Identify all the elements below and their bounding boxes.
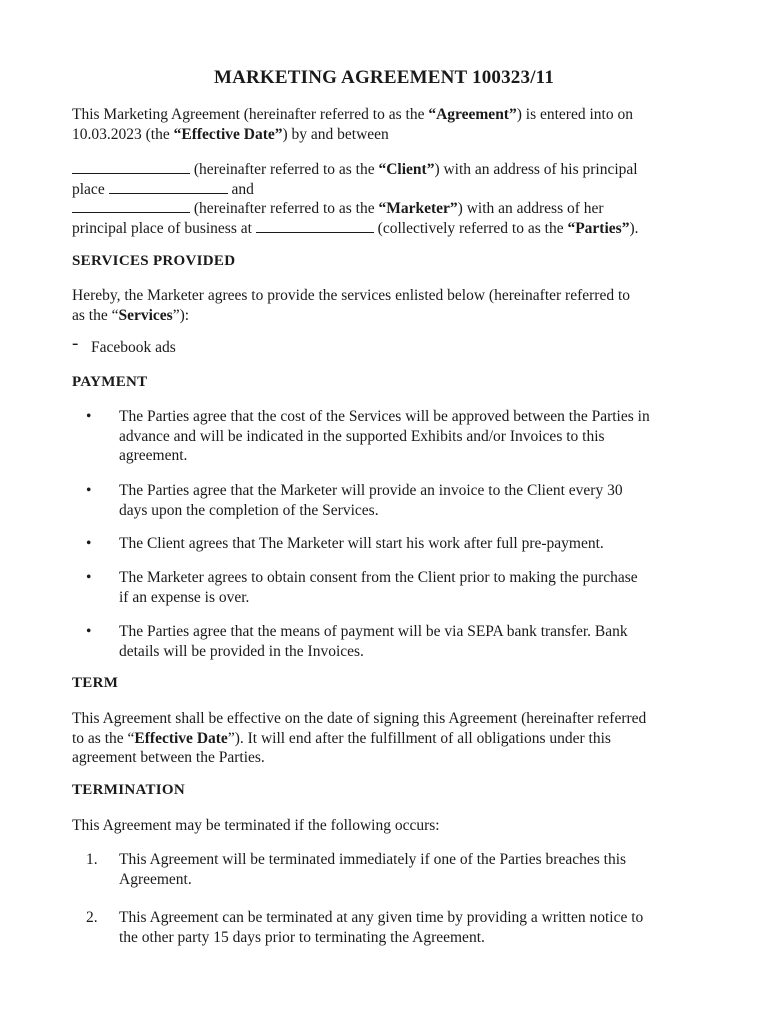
payment-item-text bbox=[119, 481, 709, 520]
effective-date-value: 10.03.2023 (the bbox=[72, 125, 174, 143]
termination-item-line: This Agreement can be terminated at any given time by providing a written notice to bbox=[119, 909, 644, 926]
client-term: Client bbox=[386, 161, 427, 178]
term-line-2 bbox=[72, 729, 702, 749]
payment-item-line: advance and will be indicated in the supported Exhibits and/or Invoices to this bbox=[119, 427, 605, 445]
quote-open: “ bbox=[428, 106, 437, 123]
quote-open: “ bbox=[378, 200, 387, 217]
effective-date-term: Effective Date bbox=[181, 125, 275, 143]
quote-close: ” bbox=[274, 125, 283, 143]
intro-text: ) by and between bbox=[282, 125, 389, 143]
termination-item-text bbox=[119, 850, 709, 889]
parties-line-1 bbox=[72, 160, 702, 180]
service-item-label: Facebook ads bbox=[91, 339, 176, 356]
termination-item-line: Agreement. bbox=[119, 870, 192, 888]
effective-date-term: Effective Date bbox=[134, 729, 228, 747]
payment-item-line: The Parties agree that the Marketer will provide an invoice to the Client every 30 bbox=[119, 482, 623, 499]
term-paragraph bbox=[72, 709, 702, 768]
document-title: MARKETING AGREEMENT 100323/11 bbox=[213, 67, 555, 88]
parties-line-4 bbox=[72, 219, 702, 239]
payment-item-text bbox=[119, 568, 709, 607]
parties-text: ) with an address of his principal bbox=[434, 161, 638, 178]
parties-text: (hereinafter referred to as the bbox=[190, 161, 379, 178]
services-paragraph bbox=[72, 286, 702, 325]
payment-item-line: The Client agrees that The Marketer will start his work after full pre-payment. bbox=[119, 535, 604, 552]
intro-line-1 bbox=[72, 105, 702, 125]
intro-paragraph bbox=[72, 105, 702, 144]
quote-open: “ bbox=[378, 161, 387, 178]
intro-text: ) is entered into on bbox=[516, 106, 633, 123]
payment-item-text bbox=[119, 622, 709, 661]
term-heading: TERM bbox=[72, 675, 119, 691]
parties-text: principal place of business at bbox=[72, 219, 256, 237]
quote-open: “ bbox=[173, 125, 182, 143]
parties-text: (collectively referred to as the bbox=[373, 219, 568, 237]
termination-item-line: This Agreement will be terminated immediately if one of the Parties breaches this bbox=[119, 851, 627, 868]
payment-item-line: if an expense is over. bbox=[119, 588, 250, 606]
payment-item-line: details will be provided in the Invoices. bbox=[119, 642, 364, 660]
termination-intro: This Agreement may be terminated if the following occurs: bbox=[72, 817, 440, 834]
services-heading: SERVICES PROVIDED bbox=[72, 253, 236, 269]
marketer-name-blank[interactable] bbox=[72, 199, 190, 213]
term-text: ”). It will end after the fulfillment of all obligations under this bbox=[227, 729, 611, 747]
bullet-marker: • bbox=[86, 569, 92, 586]
parties-term: Parties bbox=[575, 219, 622, 237]
termination-item-text bbox=[119, 908, 709, 947]
dash-marker: - bbox=[72, 333, 79, 354]
services-line-1: Hereby, the Marketer agrees to provide the services enlisted below (hereinafter referred to bbox=[72, 287, 631, 304]
agreement-term: Agreement bbox=[436, 106, 509, 123]
parties-line-2 bbox=[72, 180, 702, 200]
marketer-term: Marketer bbox=[386, 200, 450, 217]
parties-text: ). bbox=[629, 219, 639, 237]
bullet-marker: • bbox=[86, 408, 92, 425]
parties-paragraph bbox=[72, 160, 702, 238]
client-name-blank[interactable] bbox=[72, 160, 190, 174]
payment-item-line: The Parties agree that the cost of the Services will be approved between the Parties in bbox=[119, 408, 650, 425]
termination-heading: TERMINATION bbox=[72, 782, 186, 798]
quote-close: ” bbox=[449, 200, 458, 217]
quote-close: ” bbox=[621, 219, 630, 237]
quote-close: ” bbox=[508, 106, 517, 123]
services-text: as the “ bbox=[72, 306, 119, 324]
bullet-marker: • bbox=[86, 535, 92, 552]
services-line-2 bbox=[72, 306, 702, 326]
termination-item-line: the other party 15 days prior to terminating the Agreement. bbox=[119, 928, 485, 946]
term-line-3: agreement between the Parties. bbox=[72, 749, 265, 766]
number-marker: 2. bbox=[86, 909, 98, 926]
payment-item-text bbox=[119, 407, 709, 466]
payment-heading: PAYMENT bbox=[72, 374, 148, 390]
bullet-marker: • bbox=[86, 482, 92, 499]
parties-text: (hereinafter referred to as the bbox=[190, 200, 379, 217]
intro-text: This Marketing Agreement (hereinafter referred to as the bbox=[72, 106, 429, 123]
services-term: Services bbox=[118, 306, 173, 324]
term-text: to as the “ bbox=[72, 729, 135, 747]
payment-item-line: The Marketer agrees to obtain consent from the Client prior to making the purchase bbox=[119, 569, 638, 586]
parties-text: ) with an address of her bbox=[457, 200, 604, 217]
number-marker: 1. bbox=[86, 851, 98, 868]
payment-item-line: days upon the completion of the Services. bbox=[119, 501, 379, 519]
quote-open: “ bbox=[567, 219, 576, 237]
marketer-address-blank[interactable] bbox=[256, 219, 374, 233]
bullet-marker: • bbox=[86, 623, 92, 640]
client-address-blank[interactable] bbox=[109, 180, 228, 194]
term-line-1: This Agreement shall be effective on the date of signing this Agreement (hereinafter referred bbox=[72, 710, 647, 727]
parties-text: and bbox=[227, 180, 254, 198]
payment-item-line: agreement. bbox=[119, 447, 188, 464]
parties-line-3 bbox=[72, 199, 702, 219]
quote-close: ” bbox=[426, 161, 435, 178]
intro-line-2 bbox=[72, 125, 702, 145]
payment-item-text bbox=[119, 534, 709, 554]
parties-text: place bbox=[72, 180, 109, 198]
services-text: ”): bbox=[172, 306, 190, 324]
payment-item-line: The Parties agree that the means of payment will be via SEPA bank transfer. Bank bbox=[119, 623, 628, 640]
